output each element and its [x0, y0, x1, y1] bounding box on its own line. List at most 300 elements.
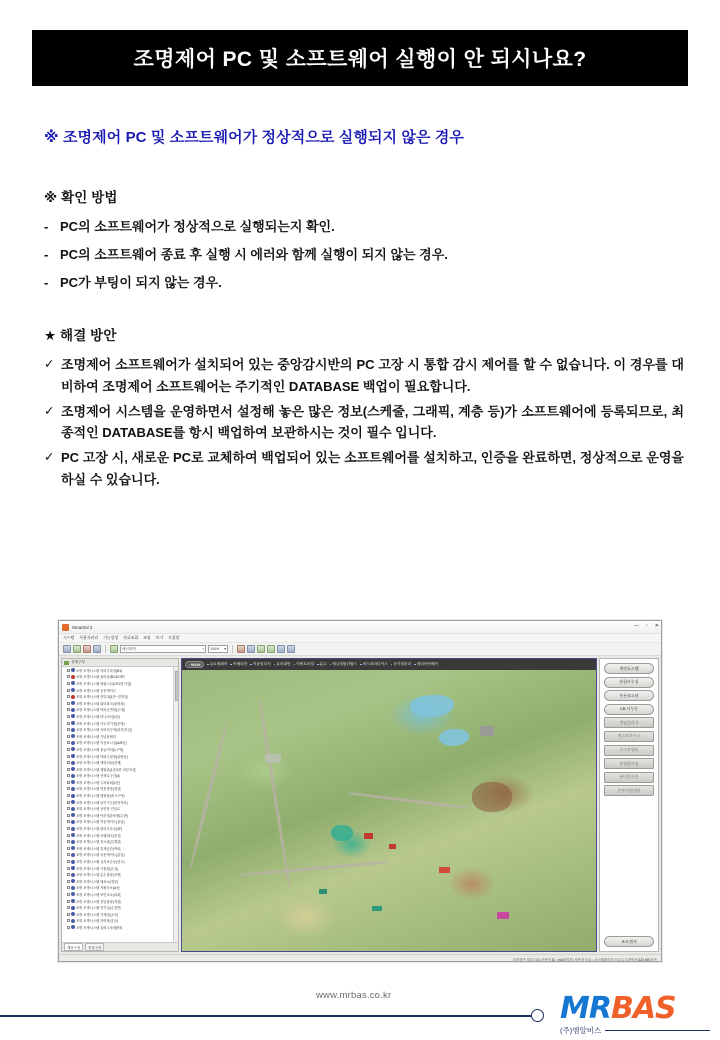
undo-icon[interactable]	[257, 645, 265, 653]
tree-row[interactable]	[62, 891, 178, 898]
map-nav-label: 글로벌페어	[209, 662, 228, 666]
expand-icon[interactable]	[67, 722, 70, 725]
expand-icon[interactable]	[67, 840, 70, 843]
solution-title: ★ 해결 방안	[44, 328, 117, 343]
zoom-value: 100%	[210, 647, 220, 651]
menu-item-view[interactable]: 보기	[155, 635, 164, 640]
device-status-icon	[71, 787, 75, 791]
device-status-icon	[71, 846, 75, 850]
list-item-text: PC의 소프트웨어 종료 후 실행 시 에러와 함께 실행이 되지 않는 경우.	[60, 247, 448, 263]
user-tool-icon[interactable]	[83, 645, 91, 653]
device-status-icon	[71, 899, 75, 903]
expand-icon[interactable]	[67, 820, 70, 823]
list-item	[44, 401, 684, 445]
map-nav-label: 캐리비안베이	[416, 662, 439, 666]
bullet-icon	[391, 664, 393, 666]
device-status-icon	[71, 813, 75, 817]
check-method-title: ※ 확인 방법	[44, 190, 118, 205]
expand-icon[interactable]	[67, 781, 70, 784]
tree-row[interactable]	[62, 733, 178, 740]
tree-row[interactable]	[62, 885, 178, 892]
tree-row-label: 조명 조명시스템 체험관(1층/2층 외부포함)	[76, 767, 137, 772]
menu-item-user-management[interactable]: 사용자관리	[79, 635, 99, 640]
tree-row-label: 조명 조명시스템 옥외주차장(P2)	[76, 925, 123, 930]
map-nav-label: 공기갤러리	[393, 662, 412, 666]
check-marker-icon: ✓	[44, 403, 55, 418]
expand-icon[interactable]	[67, 741, 70, 744]
zone-button[interactable]: 게임플라자	[604, 717, 654, 728]
device-status-icon	[71, 754, 75, 758]
check-method-section	[44, 186, 684, 300]
application-screenshot	[58, 620, 662, 962]
list-item-text: PC가 부팅이 되지 않는 경우.	[60, 275, 222, 291]
zone-button[interactable]: CB 사무동	[604, 704, 654, 715]
map-dome	[331, 825, 353, 841]
map-nav-item[interactable]	[391, 662, 411, 667]
tree-row[interactable]	[62, 918, 178, 925]
tree-row-label: 조명 조명시스템 북문게이트(출입)	[76, 820, 125, 825]
map-water-feature	[410, 695, 454, 717]
map-nav-item[interactable]	[185, 661, 204, 668]
pen-tool-icon[interactable]	[110, 645, 118, 653]
device-status-icon	[71, 741, 75, 745]
footer-divider	[0, 1015, 538, 1017]
tree-row[interactable]	[62, 740, 178, 747]
check-marker-icon: ✓	[44, 450, 55, 465]
tree-row-label: 조명 조명시스템 놀이기구(회전목마)	[76, 800, 128, 805]
tree-row[interactable]	[62, 680, 178, 687]
map-building	[480, 726, 494, 736]
expand-icon[interactable]	[67, 761, 70, 764]
close-icon[interactable]: ✕	[654, 623, 659, 629]
list-item-text: 조명제어 시스템을 운영하면서 설정해 놓은 많은 정보(스케줄, 그래픽, 계층 등)가 소프트웨어에 등록되므로, 최종적인 DATABASE를 항시 백업하여 보관하시는 것이 필수 입니다.	[61, 403, 684, 441]
logo-bas-text: BAS	[610, 991, 676, 1026]
tree-row-label: 조명 조명시스템 서문게이트(출입)	[76, 853, 125, 858]
hand-tool-icon[interactable]	[73, 645, 81, 653]
tree-root-label: 전체구성	[71, 660, 85, 664]
map-nav-label: 이쿼토리얼	[296, 662, 314, 666]
tree-row-label: 조명 조명시스템 야외수영장(관람동)	[76, 754, 128, 759]
tree-row[interactable]	[62, 753, 178, 760]
tree-row-label: 조명 조명시스템 카트경기장(운영)	[76, 721, 125, 726]
tree-row[interactable]	[62, 713, 178, 720]
screen-select-combo[interactable]	[120, 645, 206, 653]
tree-row[interactable]	[62, 707, 178, 714]
tree-row-label: 조명 조명시스템 지하주차장(B1)	[76, 668, 123, 673]
logo-mr-text: MR	[560, 991, 611, 1026]
tree-row-label: 조명 조명시스템 하역장(후문)	[76, 919, 119, 924]
page-footer	[0, 990, 720, 1040]
tree-row[interactable]	[62, 667, 178, 674]
expand-icon[interactable]	[67, 906, 70, 909]
map-nav-item[interactable]	[274, 662, 291, 667]
tree-row-label: 조명 조명시스템 미니어처(1층)	[76, 714, 121, 719]
maximize-icon[interactable]: ▫	[646, 623, 648, 629]
tree-row-label: 조명 조명시스템 관리동(B1/1F/2F)	[76, 675, 126, 680]
list-item	[44, 244, 684, 265]
tree-tabs	[62, 942, 178, 951]
window-controls	[634, 623, 659, 630]
map-building	[319, 889, 327, 894]
menu-item-function-settings[interactable]: 기능설정	[103, 635, 119, 640]
menu-item-data-lookup[interactable]: 자료조회	[123, 635, 139, 640]
map-nav-item[interactable]	[317, 662, 327, 667]
tree-row-label: 조명 조명시스템 중앙광장(경관)	[76, 899, 122, 904]
expand-icon[interactable]	[67, 748, 70, 751]
status-text: 마지막은 블록 | 0.0 사용자 ID : ysl(관리자) 사용자 등급 : 시스템관리자 등급 C 드라이브 820 MB 남음	[513, 957, 657, 962]
expand-icon[interactable]	[67, 675, 70, 678]
expand-icon[interactable]	[67, 702, 70, 705]
device-status-icon	[71, 800, 75, 804]
map-nav-item[interactable]	[230, 662, 247, 667]
bullet-icon	[294, 664, 296, 666]
tree-row[interactable]	[62, 720, 178, 727]
tree-row-label: 조명 조명시스템 공연장 진입로	[76, 807, 121, 812]
tree-row-label: 조명 조명시스템 보안초소(외곽)	[76, 892, 122, 897]
window-title: Smartrol 3	[72, 624, 93, 630]
toolbar-separator	[105, 645, 106, 653]
tree-row-label: 조명 조명시스템 유지보수동(창고)	[76, 860, 125, 865]
tree-row[interactable]	[62, 687, 178, 694]
tree-row[interactable]	[62, 871, 178, 878]
tree-row[interactable]	[62, 786, 178, 793]
tree-row[interactable]	[62, 773, 178, 780]
zone-button[interactable]: 통합탈의실	[604, 758, 654, 769]
bullet-icon	[330, 664, 332, 666]
pointer-tool-icon[interactable]	[63, 645, 71, 653]
check-method-list	[44, 216, 684, 293]
tree-row[interactable]	[62, 792, 178, 799]
expand-icon[interactable]	[67, 755, 70, 758]
minimize-icon[interactable]: —	[634, 623, 640, 629]
zone-button-panel	[599, 658, 659, 952]
expand-icon[interactable]	[67, 768, 70, 771]
expand-icon[interactable]	[67, 847, 70, 850]
zone-button[interactable]: 게스트하우스	[604, 731, 654, 742]
expand-icon[interactable]	[67, 728, 70, 731]
menu-bar	[59, 634, 661, 643]
tree-row-label: 조명 조명시스템 전망대(1층~전망층)	[76, 695, 129, 700]
tree-header	[62, 659, 178, 667]
expand-icon[interactable]	[67, 886, 70, 889]
device-status-icon	[71, 688, 75, 692]
device-status-icon	[71, 827, 75, 831]
tree-row[interactable]	[62, 878, 178, 885]
device-status-icon	[71, 780, 75, 784]
tree-row-label: 조명 조명시스템 사파리구역(외부/진입)	[76, 728, 132, 733]
device-status-icon	[71, 866, 75, 870]
map-nav-item[interactable]	[414, 662, 438, 667]
tree-row-label: 조명 조명시스템 보행데크(중앙)	[76, 833, 122, 838]
tree-scroll-area[interactable]	[62, 667, 178, 942]
map-nav-label: 버드파라다이스	[362, 662, 388, 666]
map-road	[258, 699, 290, 887]
map-building	[439, 867, 450, 873]
tree-row-label: 조명 조명시스템 야외공연장(무대)	[76, 708, 125, 713]
bullet-icon	[317, 664, 319, 666]
map-navigation-bar	[182, 659, 596, 670]
expand-icon[interactable]	[67, 893, 70, 896]
map-nav-label: MAIN	[191, 662, 201, 667]
tab-list[interactable]: 목록구성	[85, 943, 104, 951]
device-status-icon	[71, 925, 75, 929]
expand-icon[interactable]	[67, 689, 70, 692]
tree-row[interactable]	[62, 852, 178, 859]
device-status-icon	[71, 708, 75, 712]
dash-marker: -	[44, 247, 49, 263]
layers-tool-icon[interactable]	[93, 645, 101, 653]
tree-row-label: 조명 조명시스템 식물원(온실)	[76, 866, 119, 871]
tree-row[interactable]	[62, 693, 178, 700]
tree-row[interactable]	[62, 858, 178, 865]
map-nav-label: 애니멀원더월드	[332, 662, 358, 666]
device-status-icon	[71, 728, 75, 732]
map-nav-item[interactable]	[250, 662, 270, 667]
redo-icon[interactable]	[267, 645, 275, 653]
footer-circle-accent	[531, 1009, 544, 1022]
menu-item-help[interactable]: 도움말	[168, 635, 180, 640]
tree-row-label: 조명 조명시스템 동문게이트	[76, 688, 117, 693]
expand-icon[interactable]	[67, 913, 70, 916]
device-status-icon	[71, 820, 75, 824]
zone-button[interactable]: 로스트밸리	[604, 745, 654, 756]
expand-icon[interactable]	[67, 682, 70, 685]
bullet-icon	[414, 664, 416, 666]
tree-row[interactable]	[62, 865, 178, 872]
check-marker-icon: ✓	[44, 357, 55, 371]
tree-row[interactable]	[62, 746, 178, 753]
tree-row-label: 조명 조명시스템 기계실(공조)	[76, 912, 119, 917]
expand-icon[interactable]	[67, 787, 70, 790]
toolbar-separator	[232, 645, 233, 653]
expand-icon[interactable]	[67, 708, 70, 711]
tree-row-label: 조명 조명시스템 전시관(특별관)	[76, 840, 122, 845]
device-status-icon	[71, 879, 75, 883]
sensor-button[interactable]: 조도센서	[604, 936, 654, 947]
map-water-feature	[439, 729, 469, 746]
tree-row-label: 조명 조명시스템 주차타워(1층)	[76, 780, 121, 785]
expand-icon[interactable]	[67, 873, 70, 876]
bullet-icon	[250, 664, 252, 666]
device-status-icon	[71, 767, 75, 771]
zone-button[interactable]: 통합사무실	[604, 677, 654, 688]
tree-row-label: 조명 조명시스템 식음료시설(A/B동)	[76, 741, 127, 746]
park-map-image	[182, 670, 596, 951]
tree-row[interactable]	[62, 766, 178, 773]
tree-row-label: 조명 조명시스템 직원숙소(A동)	[76, 886, 121, 891]
logo-company-name: (주)엠알비스	[560, 1026, 602, 1035]
tree-row-label: 조명 조명시스템 산책로구간(A)	[76, 774, 121, 779]
list-item	[44, 354, 684, 398]
tree-row[interactable]	[62, 838, 178, 845]
expand-icon[interactable]	[67, 669, 70, 672]
bullet-icon	[207, 664, 209, 666]
zone-button[interactable]: 캐빈호스텔	[604, 663, 654, 674]
expand-icon[interactable]	[67, 867, 70, 870]
map-terrain	[472, 782, 512, 812]
tree-row[interactable]	[62, 726, 178, 733]
map-nav-item[interactable]	[207, 662, 227, 667]
tree-row-label: 조명 조명시스템 캐릭터샵(전체)	[76, 761, 122, 766]
arrow-up-icon[interactable]	[277, 645, 285, 653]
tree-row[interactable]	[62, 779, 178, 786]
bullet-icon	[274, 664, 276, 666]
zone-button[interactable]: 본부지원센터	[604, 785, 654, 796]
menu-item-lighting[interactable]: 조명	[143, 635, 151, 640]
map-building	[389, 844, 396, 849]
title-banner	[32, 30, 688, 86]
status-bar	[59, 954, 661, 962]
bullet-icon	[230, 664, 232, 666]
tree-row[interactable]	[62, 911, 178, 918]
list-item-text: 조명제어 소프트웨어가 설치되어 있는 중앙감시반의 PC 고장 시 통합 감시 제어를 할 수 없습니다. 이 경우를 대비하여 조명제어 소프트웨어는 주기적인 DATABASE 백업이 필요합니다.	[61, 357, 684, 394]
page-title: 조명제어 PC 및 소프트웨어 실행이 안 되시나요?	[133, 48, 587, 71]
device-status-icon	[71, 906, 75, 910]
expand-icon[interactable]	[67, 860, 70, 863]
dash-marker: -	[44, 275, 49, 291]
chevron-down-icon: ▾	[224, 647, 226, 651]
device-status-icon	[71, 886, 75, 890]
device-status-icon	[71, 701, 75, 705]
tree-row[interactable]	[62, 759, 178, 766]
device-status-icon	[71, 873, 75, 877]
menu-item-system[interactable]: 시스템	[63, 635, 75, 640]
list-item-text: PC의 소프트웨어가 정상적으로 실행되는지 확인.	[60, 219, 335, 234]
expand-icon[interactable]	[67, 853, 70, 856]
alarm-status-icon	[71, 695, 75, 699]
device-status-icon	[71, 714, 75, 718]
expand-icon[interactable]	[67, 919, 70, 922]
alarm-status-icon	[71, 675, 75, 679]
folder-icon	[64, 661, 69, 665]
logo-subtitle-row	[560, 1025, 710, 1036]
map-nav-label: 이솝빌리지	[252, 662, 271, 666]
tree-row-label: 조명 조명시스템 기념품센터	[76, 734, 117, 739]
map-panel	[181, 658, 597, 952]
device-status-icon	[71, 840, 75, 844]
tree-row-label: 조명 조명시스템 캠핑장(데크구역)	[76, 794, 125, 799]
tree-row[interactable]	[62, 898, 178, 905]
device-status-icon	[71, 747, 75, 751]
tree-row[interactable]	[62, 805, 178, 812]
device-status-icon	[71, 860, 75, 864]
tree-row-label: 조명 조명시스템 야간경관조명(수변)	[76, 813, 128, 818]
screenshot-body	[59, 656, 661, 954]
copy-tool-icon[interactable]	[247, 645, 255, 653]
device-status-icon	[71, 833, 75, 837]
tree-row[interactable]	[62, 799, 178, 806]
tree-row[interactable]	[62, 825, 178, 832]
tree-row[interactable]	[62, 819, 178, 826]
map-road	[189, 722, 228, 868]
map-nav-item[interactable]	[294, 662, 314, 667]
expand-icon[interactable]	[67, 735, 70, 738]
tree-row-label: 조명 조명시스템 물놀이터(1구역)	[76, 747, 124, 752]
expand-icon[interactable]	[67, 715, 70, 718]
tab-hierarchy[interactable]: 계층구성	[64, 943, 83, 951]
solution-section	[44, 324, 684, 494]
expand-icon[interactable]	[67, 695, 70, 698]
expand-icon[interactable]	[67, 814, 70, 817]
map-building	[265, 754, 281, 763]
dash-marker: -	[44, 219, 49, 234]
mrbas-logo	[560, 991, 710, 1036]
map-road	[240, 860, 390, 876]
expand-icon[interactable]	[67, 794, 70, 797]
website-url[interactable]: www.mrbas.co.kr	[316, 990, 392, 1001]
tree-row[interactable]	[62, 924, 178, 931]
device-status-icon	[71, 912, 75, 916]
expand-icon[interactable]	[67, 900, 70, 903]
expand-icon[interactable]	[67, 834, 70, 837]
expand-icon[interactable]	[67, 801, 70, 804]
scrollbar-thumb[interactable]	[175, 671, 179, 701]
arrow-down-icon[interactable]	[287, 645, 295, 653]
tree-row-label: 조명 조명시스템 분수광장(조명)	[76, 873, 122, 878]
device-status-icon	[71, 761, 75, 765]
list-item	[44, 272, 684, 293]
zoom-level-combo[interactable]	[208, 645, 228, 653]
tree-row-label: 조명 조명시스템 워터파크(광장외)	[76, 701, 125, 706]
map-nav-label: 분수	[319, 662, 327, 666]
chevron-down-icon: ▾	[202, 647, 204, 651]
zone-button[interactable]: 판다전시관	[604, 772, 654, 783]
map-nav-item[interactable]	[360, 662, 388, 667]
solution-list	[44, 354, 684, 491]
sub-heading: ※ 조명제어 PC 및 소프트웨어가 정상적으로 실행되지 않은 경우	[44, 129, 465, 146]
device-status-icon	[71, 721, 75, 725]
map-building	[364, 833, 373, 839]
tree-row[interactable]	[62, 812, 178, 819]
map-nav-item[interactable]	[330, 662, 358, 667]
device-status-icon	[71, 919, 75, 923]
tree-row[interactable]	[62, 832, 178, 839]
bullet-icon	[360, 664, 362, 666]
device-status-icon	[71, 794, 75, 798]
list-item-text: PC 고장 시, 새로운 PC로 교체하여 백업되어 있는 소프트웨어를 설치하고, 인증을 완료하면, 정상적으로 운영을 하실 수 있습니다.	[61, 450, 684, 488]
bullet-icon	[189, 664, 191, 666]
device-status-icon	[71, 853, 75, 857]
map-nav-label: 아메리칸	[233, 662, 248, 666]
tree-row-label: 조명 조명시스템 관리사무동(3F)	[76, 827, 123, 832]
expand-icon[interactable]	[67, 926, 70, 929]
tree-row[interactable]	[62, 845, 178, 852]
tree-row[interactable]	[62, 700, 178, 707]
expand-icon[interactable]	[67, 774, 70, 777]
park-map-area[interactable]	[182, 670, 596, 951]
tree-row-label: 조명 조명시스템 복합시설(1F/2층가설)	[76, 681, 132, 686]
tree-row[interactable]	[62, 674, 178, 681]
device-status-icon	[71, 892, 75, 896]
zone-button[interactable]: 우든코스터	[604, 690, 654, 701]
tree-row-label: 조명 조명시스템 휴게공간(야외)	[76, 846, 122, 851]
map-road	[348, 792, 467, 809]
tree-row-label: 조명 조명시스템 매표소(정문)	[76, 879, 119, 884]
toolbar	[59, 643, 661, 656]
paint-tool-icon[interactable]	[237, 645, 245, 653]
tree-row-label: 조명 조명시스템 전기실(수전반)	[76, 906, 122, 911]
expand-icon[interactable]	[67, 807, 70, 810]
device-status-icon	[71, 734, 75, 738]
device-status-icon	[71, 681, 75, 685]
device-status-icon	[71, 774, 75, 778]
map-building	[372, 906, 382, 911]
tree-vertical-scrollbar[interactable]	[173, 667, 178, 942]
expand-icon[interactable]	[67, 880, 70, 883]
screenshot-titlebar	[59, 621, 661, 634]
expand-icon[interactable]	[67, 827, 70, 830]
tree-row[interactable]	[62, 904, 178, 911]
